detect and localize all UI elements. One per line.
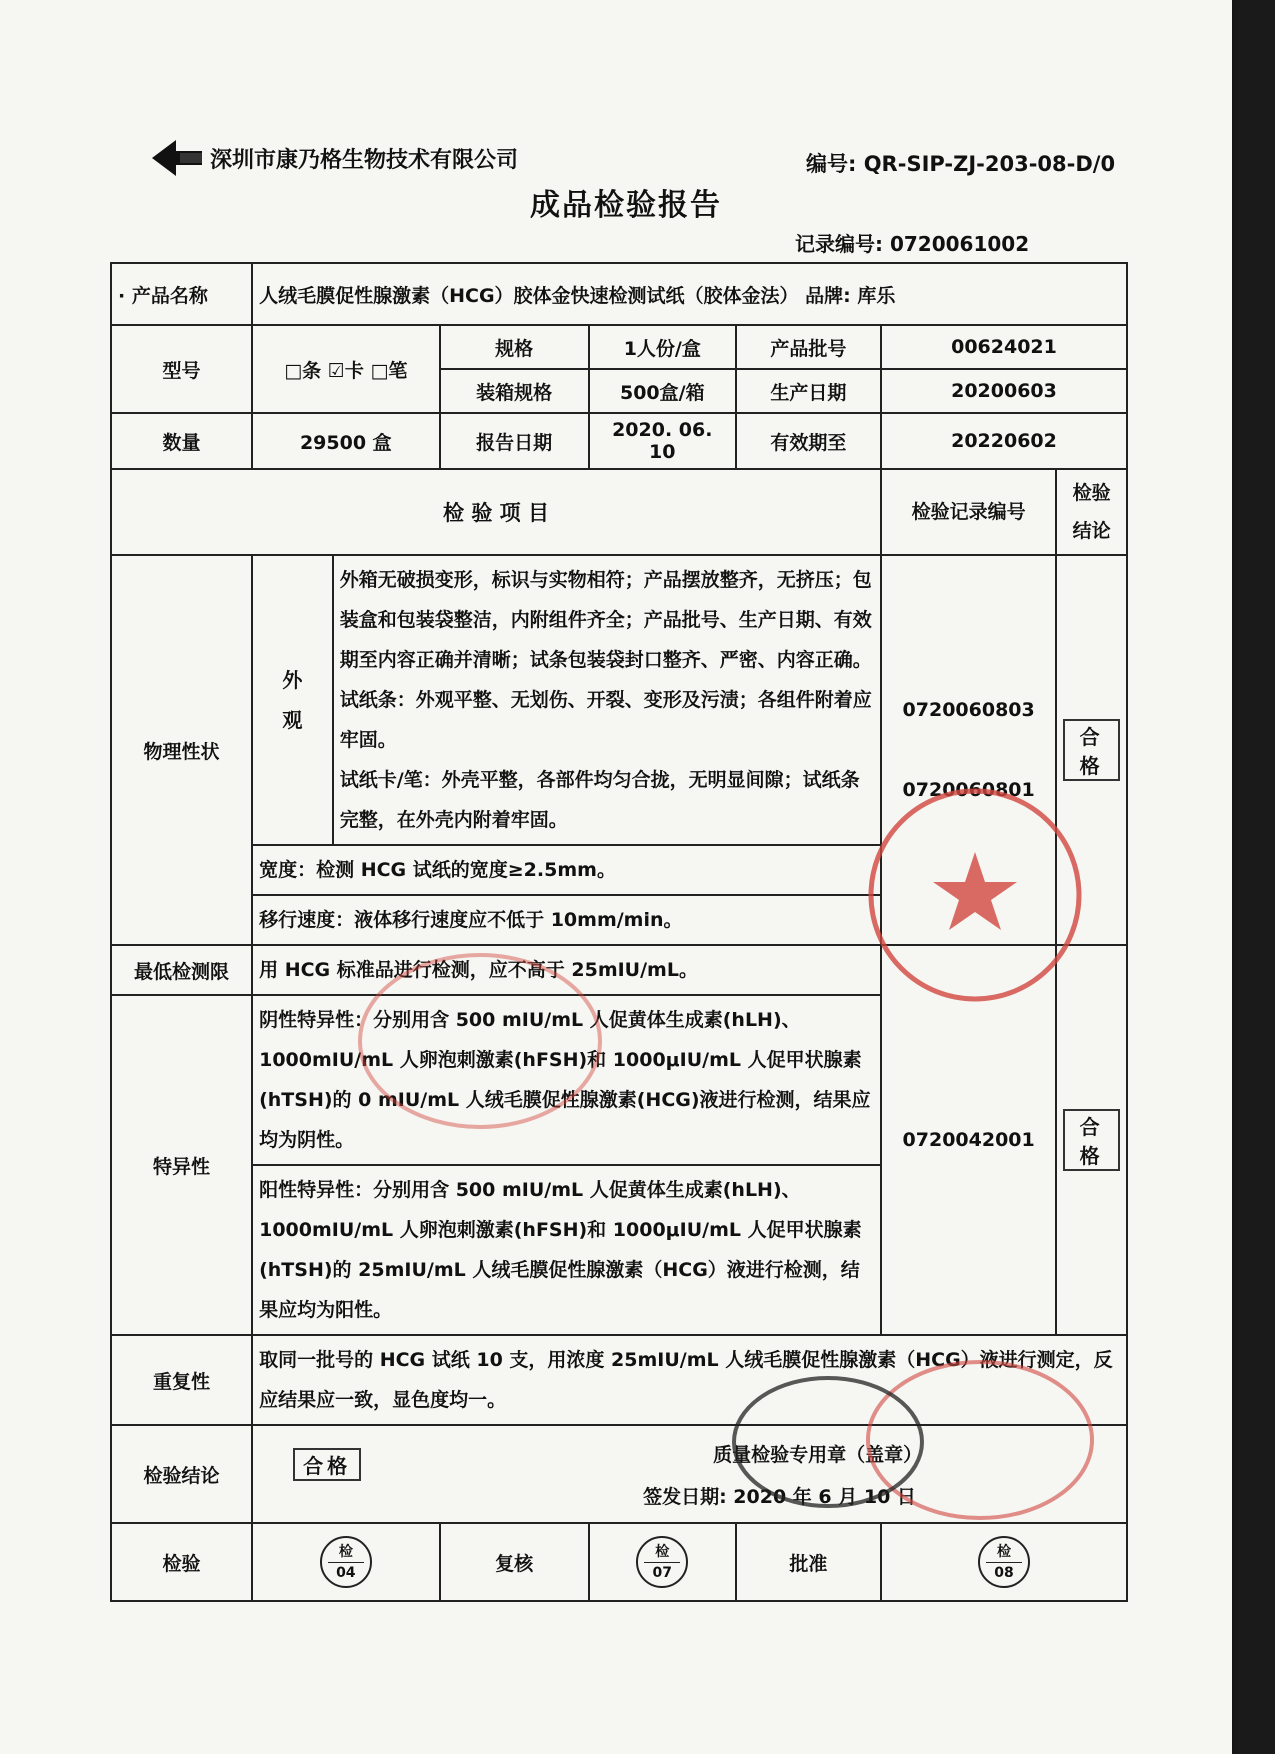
approve-stamp-cell [881, 1523, 1127, 1601]
lod-criteria: 用 HCG 标准品进行检测，应不高于 25mIU/mL。 [252, 945, 881, 995]
qty-value: 29500 盒 [252, 413, 439, 469]
appearance-label [252, 555, 333, 845]
appearance-text: 外箱无破损变形，标识与实物相符；产品摆放整齐，无挤压；包装盒和包装袋整洁，内附组件齐全；产品批号、生产日期、有效期至内容正确并清晰；试条包装袋封口整齐、严密、内容正确。 [339, 569, 872, 671]
specificity-result-stamp: 合格 [1063, 1109, 1120, 1171]
batch-label: 产品批号 [736, 325, 881, 369]
review-stamp-top: 检 [655, 1544, 670, 1560]
physical-result-stamp: 合格 [1063, 719, 1120, 781]
conclusion-header: 检验结论 [1056, 469, 1127, 555]
conclusion-result-stamp: 合格 [293, 1448, 361, 1481]
expiry-value: 20220602 [881, 413, 1127, 469]
record-number: 记录编号: 0720061002 [795, 232, 1030, 256]
report-table [110, 262, 1128, 1602]
specificity-record: 0720042001 [881, 945, 1056, 1335]
lod-label: 最低检测限 [111, 945, 252, 995]
negative-specificity: 阴性特异性：分别用含 500 mIU/mL 人促黄体生成素(hLH)、1000mIU/mL 人卵泡刺激素(hFSH)和 1000μIU/mL 人促甲状腺素(hTSH)的 0 mIU/mL 人绒毛膜促性腺激素(HCG)液进行检测，结果应均为阴性。 [252, 995, 881, 1165]
repeatability-criteria: 取同一批号的 HCG 试纸 10 支，用浓度 25mIU/mL 人绒毛膜促性腺激素（HCG）液进行测定，反应结果应一致，显色度均一。 [252, 1335, 1127, 1425]
speed-criteria: 移行速度：液体移行速度应不低于 10mm/min。 [252, 895, 881, 945]
width-criteria: 宽度：检测 HCG 试纸的宽度≥2.5mm。 [252, 845, 881, 895]
approve-stamp [978, 1536, 1030, 1588]
strip-text: 试纸条：外观平整、无划伤、开裂、变形及污渍；各组件附着应牢固。 [339, 689, 872, 751]
approve-stamp-no: 08 [994, 1565, 1014, 1581]
inspect-stamp-top: 检 [338, 1544, 353, 1560]
company-logo-icon [150, 138, 204, 178]
sign-date: 签发日期: 2020 年 6 月 10 日 [643, 1486, 916, 1508]
inspect-label: 检验 [111, 1523, 252, 1601]
review-stamp-no: 07 [652, 1565, 672, 1581]
conclusion-seal-text: 质量检验专用章（盖章） [713, 1444, 923, 1466]
expiry-label: 有效期至 [736, 413, 881, 469]
inspect-stamp [320, 1536, 372, 1588]
specificity-label: 特异性 [111, 995, 252, 1335]
review-label: 复核 [440, 1523, 589, 1601]
physical-result-cell [1056, 555, 1127, 945]
review-stamp [636, 1536, 688, 1588]
approve-label: 批准 [736, 1523, 881, 1601]
document-number: 编号: QR-SIP-ZJ-203-08-D/0 [806, 152, 1116, 176]
physical-records [881, 555, 1056, 945]
items-header: 检 验 项 目 [111, 469, 881, 555]
company-header [150, 138, 518, 178]
inspect-stamp-no: 04 [336, 1565, 356, 1581]
model-label: 型号 [111, 325, 252, 413]
spec-value: 1人份/盒 [589, 325, 736, 369]
physical-record-1: 0720060803 [902, 699, 1035, 721]
physical-label: 物理性状 [111, 555, 252, 945]
conclusion-cell [252, 1425, 1127, 1523]
specificity-result-cell [1056, 945, 1127, 1335]
appearance-label-text: 外观 [282, 668, 303, 732]
mfg-date-value: 20200603 [881, 369, 1127, 413]
batch-value: 00624021 [881, 325, 1127, 369]
mfg-date-label: 生产日期 [736, 369, 881, 413]
product-name-label: · 产品名称 [111, 263, 252, 325]
spec-label: 规格 [440, 325, 589, 369]
physical-record-2: 0720060801 [902, 779, 1035, 801]
record-no-header: 检验记录编号 [881, 469, 1056, 555]
appearance-criteria [333, 555, 881, 845]
review-stamp-cell [589, 1523, 736, 1601]
pack-value: 500盒/箱 [589, 369, 736, 413]
conclusion-label: 检验结论 [111, 1425, 252, 1523]
pack-label: 装箱规格 [440, 369, 589, 413]
approve-stamp-top: 检 [996, 1544, 1011, 1560]
report-title: 成品检验报告 [530, 188, 722, 223]
qty-label: 数量 [111, 413, 252, 469]
company-name: 深圳市康乃格生物技术有限公司 [210, 147, 519, 173]
product-name-value: 人绒毛膜促性腺激素（HCG）胶体金快速检测试纸（胶体金法） 品牌: 库乐 [252, 263, 1127, 325]
inspect-stamp-cell [252, 1523, 439, 1601]
report-date-value: 2020. 06. 10 [589, 413, 736, 469]
model-options: □条 ☑卡 □笔 [252, 325, 439, 413]
report-date-label: 报告日期 [440, 413, 589, 469]
positive-specificity: 阳性特异性：分别用含 500 mIU/mL 人促黄体生成素(hLH)、1000mIU/mL 人卵泡刺激素(hFSH)和 1000μIU/mL 人促甲状腺素(hTSH)的 25mIU/mL 人绒毛膜促性腺激素（HCG）液进行检测，结果应均为阳性。 [252, 1165, 881, 1335]
repeatability-label: 重复性 [111, 1335, 252, 1425]
card-text: 试纸卡/笔：外壳平整，各部件均匀合拢，无明显间隙；试纸条完整，在外壳内附着牢固。 [339, 769, 860, 831]
